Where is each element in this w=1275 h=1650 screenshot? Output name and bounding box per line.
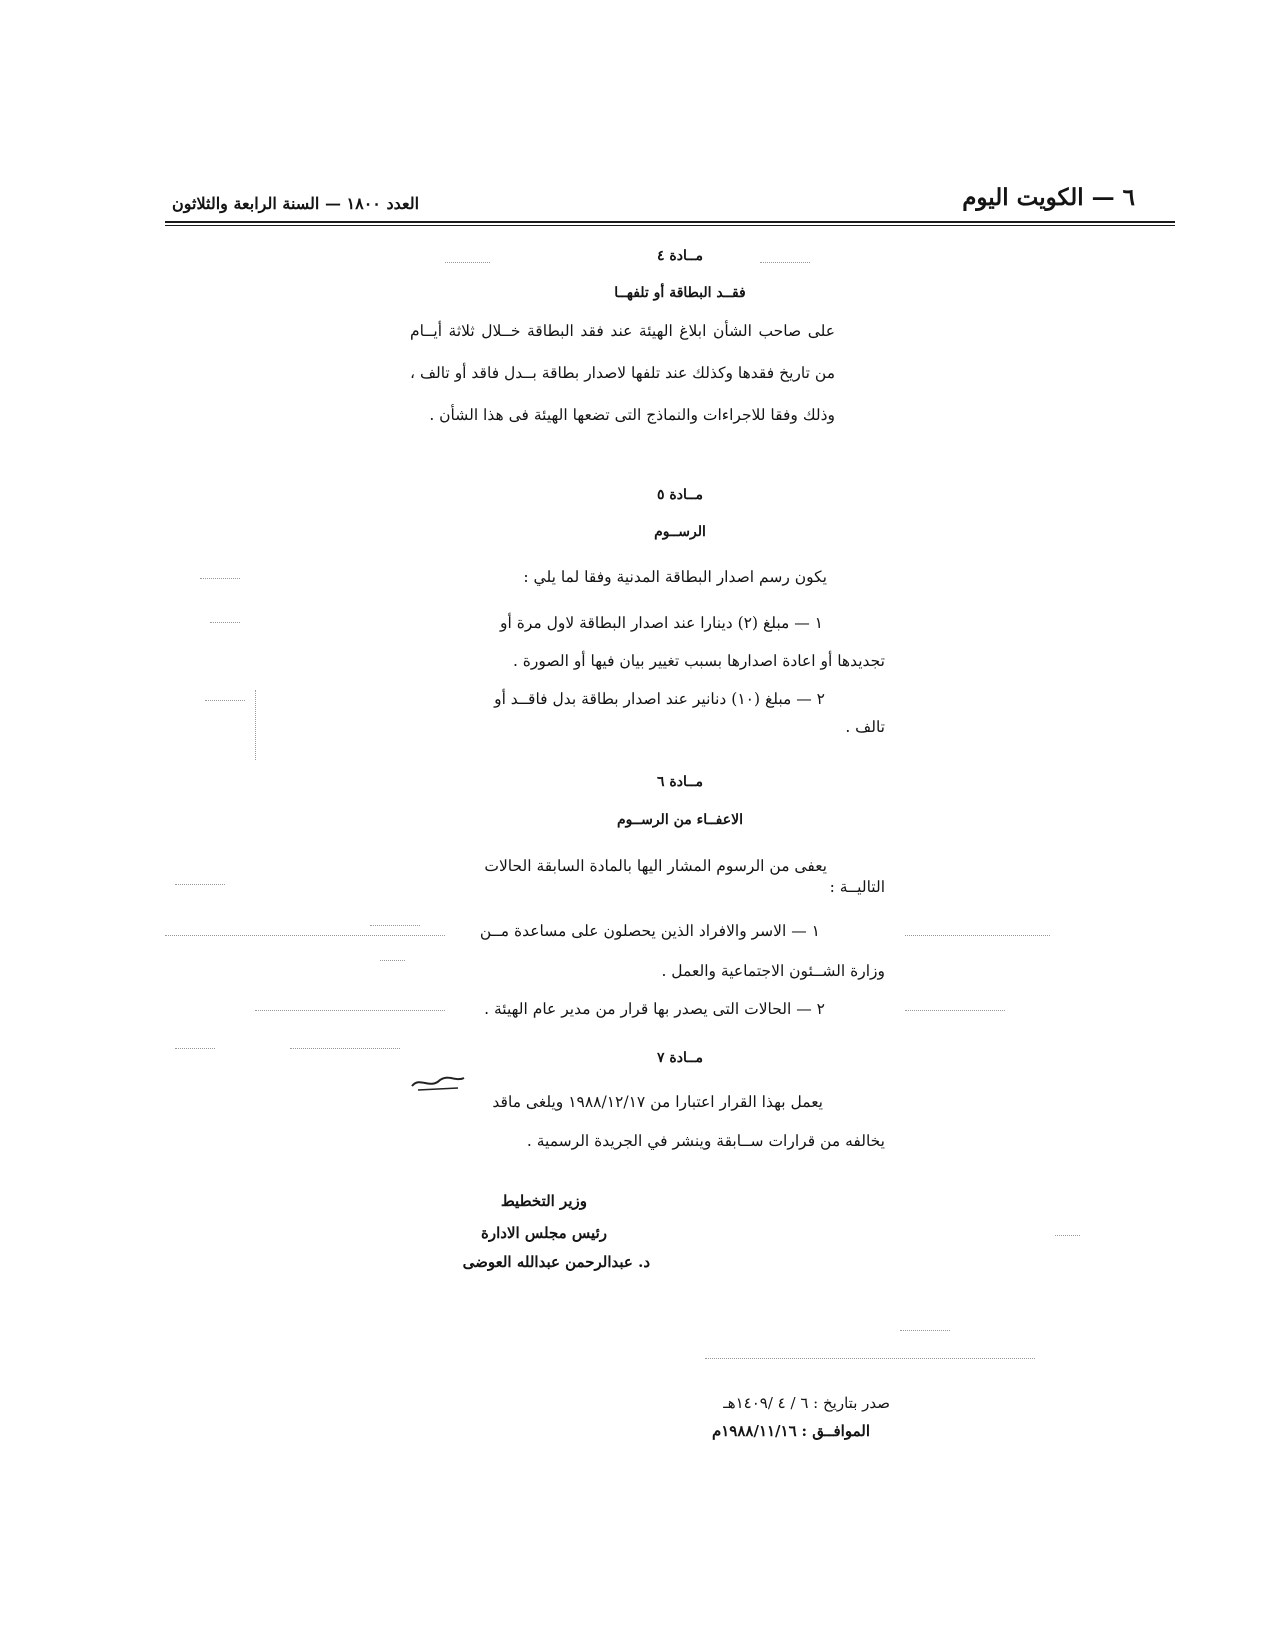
article-4-title: فقــد البطاقة أو تلفهــا [614, 285, 746, 301]
article-6-item-1-line-2: وزارة الشــئون الاجتماعية والعمل . [661, 962, 885, 980]
scan-speck [380, 960, 405, 961]
issue-date-value: ٦ / ٤ /١٤٠٩هـ [723, 1394, 809, 1412]
scan-speck [255, 1010, 445, 1011]
scan-speck [200, 578, 240, 579]
article-6-item-2: ٢ — الحالات التى يصدر بها قرار من مدير عام الهيئة . [484, 1000, 825, 1018]
article-6-number: مــادة ٦ [657, 774, 703, 790]
article-7-number: مــادة ٧ [657, 1050, 703, 1066]
signatory-name: د. عبدالرحمن عبدالله العوضى [462, 1253, 650, 1271]
scan-speck [900, 1330, 950, 1331]
issue-info: العدد ١٨٠٠ — السنة الرابعة والثلاثون [172, 194, 420, 213]
article-5-item-2-line-2: تالف . [845, 718, 885, 736]
article-5-intro: يكون رسم اصدار البطاقة المدنية وفقا لما يلي : [523, 568, 827, 586]
scan-speck [705, 1358, 1035, 1359]
article-5-number: مــادة ٥ [657, 487, 703, 503]
scan-speck [255, 690, 256, 760]
scan-speck [210, 622, 240, 623]
article-5-title: الرســوم [654, 524, 706, 540]
scan-speck [205, 700, 245, 701]
scan-speck [905, 935, 1050, 936]
header-rule [165, 221, 1175, 223]
issue-date-label: صدر بتاريخ : [813, 1394, 890, 1412]
scan-speck [175, 1048, 215, 1049]
scan-speck [175, 884, 225, 885]
scan-speck [370, 925, 420, 926]
article-6-title: الاعفــاء من الرســوم [617, 812, 743, 828]
article-6-intro-line-2: التاليــة : [829, 878, 885, 896]
corresponding-date-label: الموافــق : [801, 1422, 870, 1440]
handwritten-mark-icon [408, 1072, 466, 1094]
scan-speck [1055, 1235, 1080, 1236]
article-5-item-2-line-1: ٢ — مبلغ (١٠) دنانير عند اصدار بطاقة بدل فاقــد أو [494, 690, 825, 708]
article-4-number: مــادة ٤ [657, 248, 703, 264]
corresponding-date [712, 1422, 870, 1440]
article-6-intro-line-1: يعفى من الرسوم المشار اليها بالمادة السابقة الحالات [484, 857, 827, 875]
article-5-item-1-line-1: ١ — مبلغ (٢) دينارا عند اصدار البطاقة لاول مرة أو [500, 614, 823, 632]
header-rule-thin [165, 225, 1175, 226]
article-4-text: على صاحب الشأن ابلاغ الهيئة عند فقد البطاقة خــلال ثلاثة أيــام من تاريخ فقدها وكذلك عند تلفها لاصدار بطاقة بــدل فاقد أو تالف ، وذلك وفقا للاجراءات والنماذج التى تضعها الهيئة فى هذا الشأن . [410, 322, 835, 424]
scan-speck [760, 262, 810, 263]
corresponding-date-value: ١٩٨٨/١١/١٦م [711, 1422, 797, 1440]
signatory-title: وزير التخطيط [500, 1192, 587, 1210]
scan-speck [905, 1010, 1005, 1011]
article-5-item-1-line-2: تجديدها أو اعادة اصدارها بسبب تغيير بيان فيها أو الصورة . [512, 652, 885, 670]
article-6-item-1-line-1: ١ — الاسر والافراد الذين يحصلون على مساعدة مــن [479, 922, 820, 940]
article-7-line-1: يعمل بهذا القرار اعتبارا من ١٩٨٨/١٢/١٧ ويلغى ماقد [492, 1093, 823, 1111]
scan-speck [445, 262, 490, 263]
issue-date [723, 1394, 890, 1412]
scan-speck [165, 935, 445, 936]
scan-speck [290, 1048, 400, 1049]
page-header-title: ٦ — الكويت اليوم [962, 184, 1135, 211]
signatory-position: رئيس مجلس الادارة [481, 1224, 607, 1242]
article-7-line-2: يخالفه من قرارات ســابقة وينشر في الجريدة الرسمية . [526, 1132, 885, 1150]
